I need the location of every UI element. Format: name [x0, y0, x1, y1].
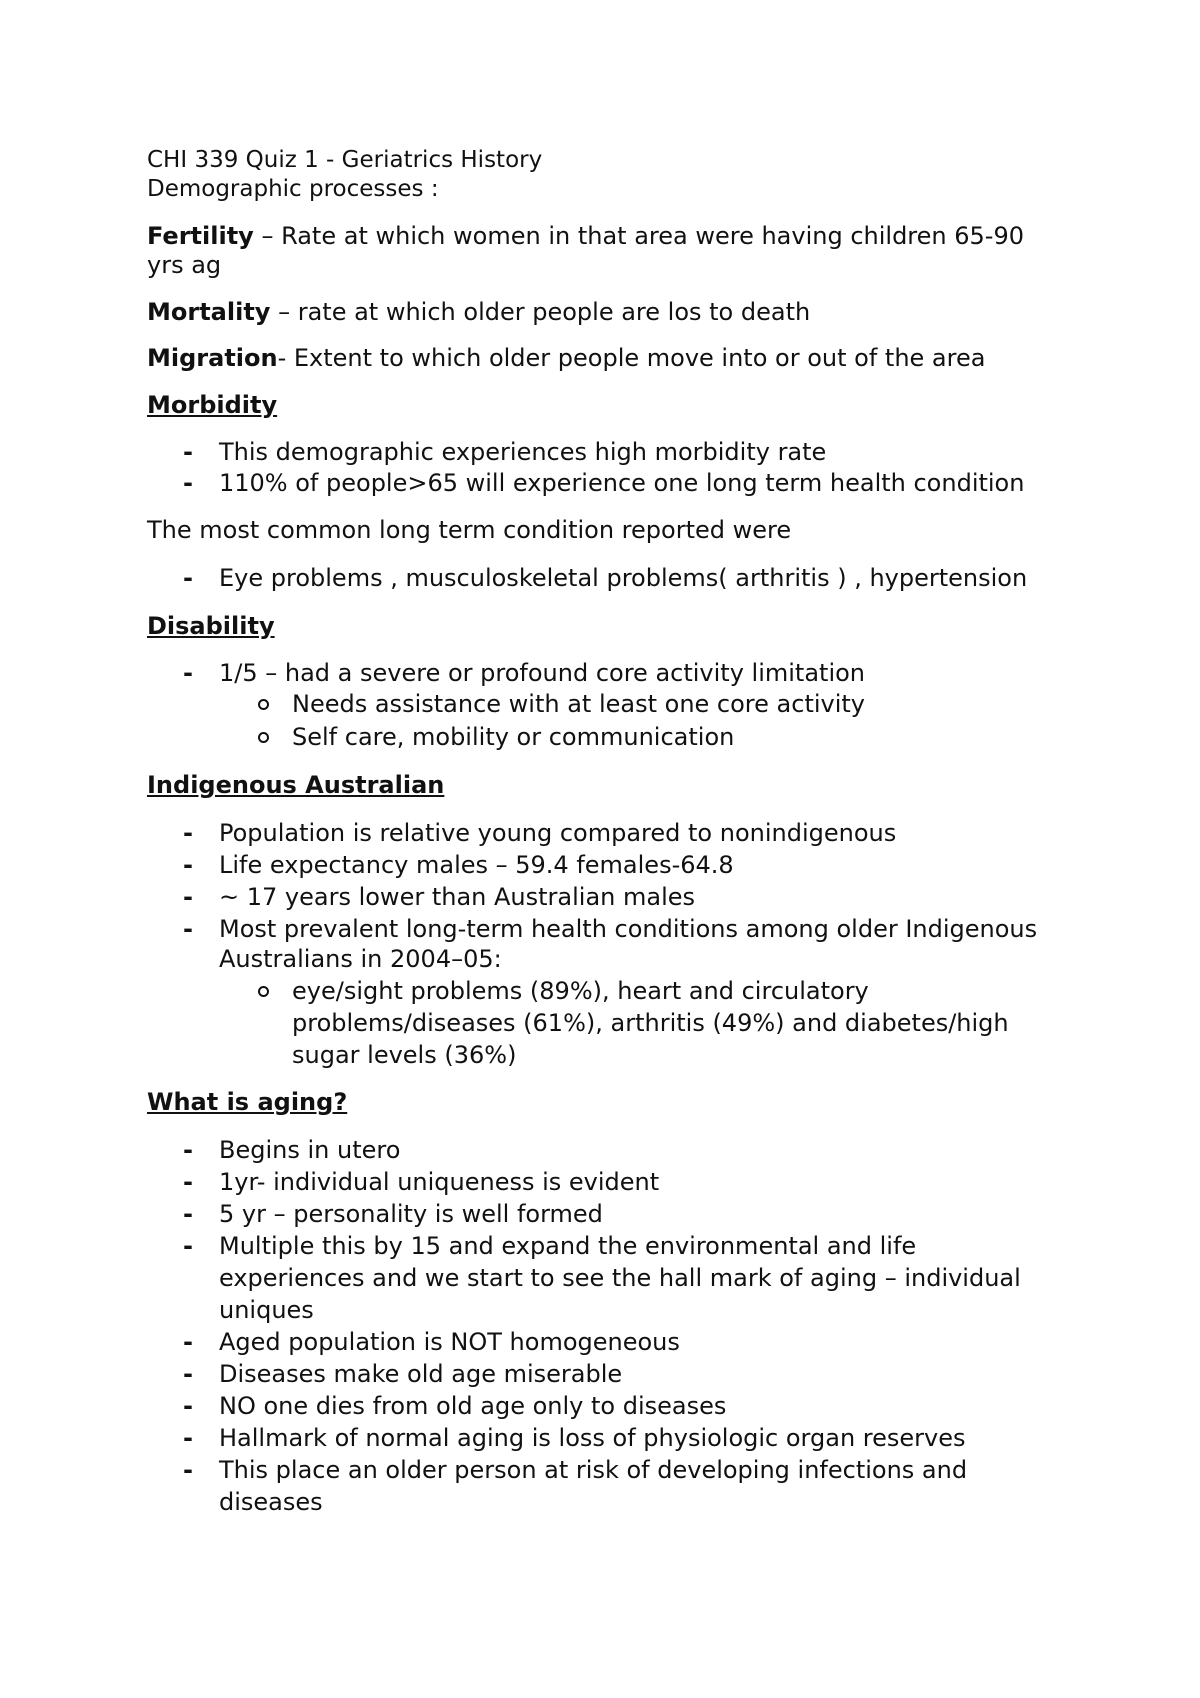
sub-list-item: Self care, mobility or communication — [292, 723, 735, 751]
migration-definition: - Extent to which older people move into or out of the area — [277, 344, 986, 372]
sub-list-item-cont: problems/diseases (61%), arthritis (49%) and diabetes/high — [292, 1009, 1009, 1037]
bullet-marker: - — [183, 1200, 193, 1228]
migration-term: Migration — [147, 344, 278, 372]
sub-bullet-icon — [258, 699, 269, 710]
indigenous-heading: Indigenous Australian — [147, 771, 445, 799]
migration-paragraph — [147, 343, 985, 373]
bullet-marker: - — [183, 1136, 193, 1164]
list-item: Eye problems , musculoskeletal problems( arthritis ) , hypertension — [219, 564, 1028, 592]
list-item: Life expectancy males – 59.4 females-64.8 — [219, 851, 734, 879]
bullet-marker: - — [183, 438, 193, 466]
list-item-cont: Australians in 2004–05: — [219, 945, 502, 973]
bullet-marker: - — [183, 1328, 193, 1356]
list-item: 110% of people>65 will experience one long term health condition — [219, 469, 1025, 497]
bullet-marker: - — [183, 819, 193, 847]
sub-list-item: eye/sight problems (89%), heart and circulatory — [292, 977, 869, 1005]
document-title: CHI 339 Quiz 1 - Geriatrics History — [147, 147, 543, 173]
fertility-definition: – Rate at which women in that area were having children 65-90 — [253, 222, 1024, 250]
fertility-paragraph — [147, 221, 1024, 251]
fertility-definition-cont: yrs ag — [147, 251, 222, 279]
sub-bullet-icon — [258, 732, 269, 743]
document-subtitle: Demographic processes : — [147, 176, 439, 202]
bullet-marker: - — [183, 659, 193, 687]
list-item: Aged population is NOT homogeneous — [219, 1328, 680, 1356]
bullet-marker: - — [183, 915, 193, 943]
common-conditions-intro: The most common long term condition reported were — [147, 516, 792, 544]
bullet-marker: - — [183, 1360, 193, 1388]
mortality-definition: – rate at which older people are los to death — [270, 298, 811, 326]
morbidity-heading: Morbidity — [147, 391, 278, 419]
list-item: This demographic experiences high morbidity rate — [219, 438, 827, 466]
bullet-marker: - — [183, 1424, 193, 1452]
list-item: Most prevalent long-term health conditions among older Indigenous — [219, 915, 1038, 943]
bullet-marker: - — [183, 851, 193, 879]
list-item: NO one dies from old age only to diseases — [219, 1392, 727, 1420]
aging-heading: What is aging? — [147, 1088, 348, 1116]
list-item: ~ 17 years lower than Australian males — [219, 883, 696, 911]
list-item-cont: diseases — [219, 1488, 323, 1516]
bullet-marker: - — [183, 1168, 193, 1196]
bullet-marker: - — [183, 1232, 193, 1260]
fertility-term: Fertility — [147, 222, 254, 250]
list-item: 5 yr – personality is well formed — [219, 1200, 603, 1228]
list-item-cont: experiences and we start to see the hall mark of aging – individual — [219, 1264, 1021, 1292]
bullet-marker: - — [183, 1456, 193, 1484]
mortality-term: Mortality — [147, 298, 271, 326]
list-item-cont: uniques — [219, 1296, 314, 1324]
list-item: Hallmark of normal aging is loss of physiologic organ reserves — [219, 1424, 966, 1452]
list-item: Diseases make old age miserable — [219, 1360, 623, 1388]
list-item: This place an older person at risk of developing infections and — [219, 1456, 968, 1484]
list-item: 1yr- individual uniqueness is evident — [219, 1168, 660, 1196]
list-item: Multiple this by 15 and expand the environmental and life — [219, 1232, 917, 1260]
list-item: 1/5 – had a severe or profound core activity limitation — [219, 659, 866, 687]
bullet-marker: - — [183, 469, 193, 497]
sub-list-item: Needs assistance with at least one core activity — [292, 690, 865, 718]
list-item: Population is relative young compared to nonindigenous — [219, 819, 897, 847]
mortality-paragraph — [147, 297, 810, 327]
bullet-marker: - — [183, 564, 193, 592]
bullet-marker: - — [183, 1392, 193, 1420]
sub-bullet-icon — [258, 986, 269, 997]
disability-heading: Disability — [147, 612, 275, 640]
bullet-marker: - — [183, 883, 193, 911]
list-item: Begins in utero — [219, 1136, 401, 1164]
sub-list-item-cont: sugar levels (36%) — [292, 1041, 517, 1069]
